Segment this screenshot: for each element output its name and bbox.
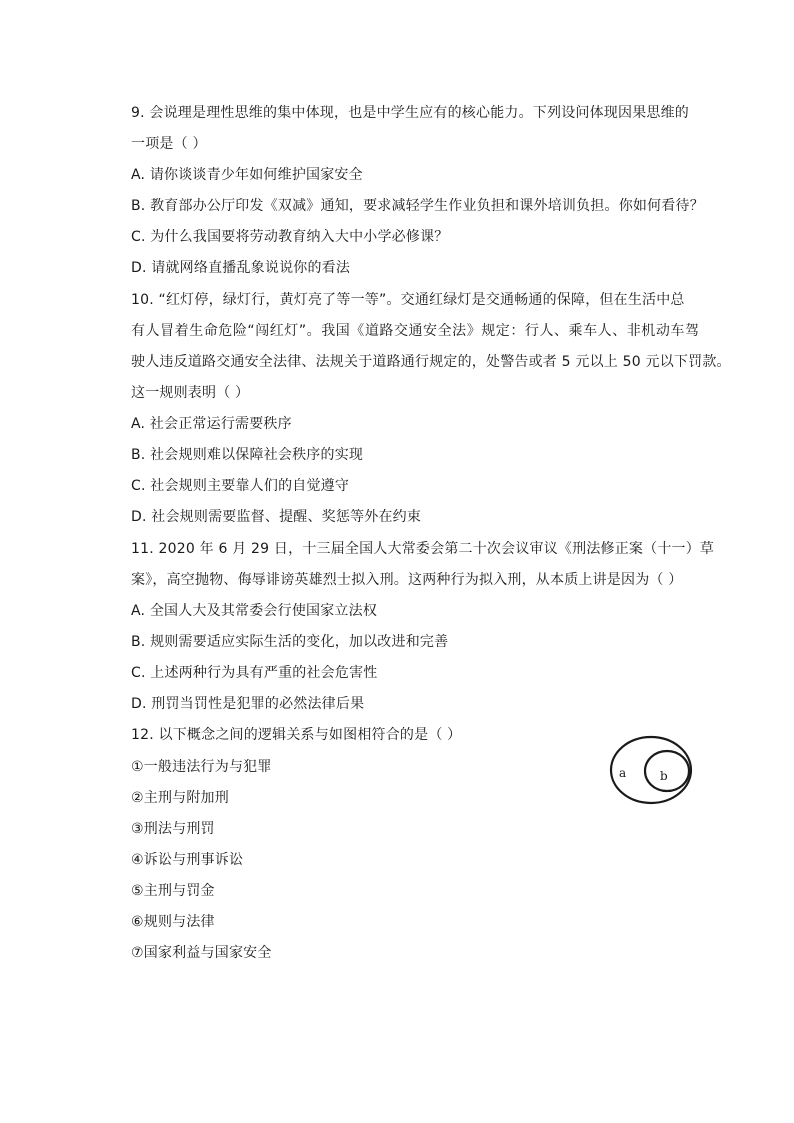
q9-option-a: A. 请你谈谈青少年如何维护国家安全 (131, 167, 363, 183)
q10-stem-line-2: 有人冒着生命危险“闯红灯”。我国《道路交通安全法》规定：行人、乘车人、非机动车驾 (131, 323, 700, 339)
q9-option-d: D. 请就网络直播乱象说说你的看法 (131, 260, 351, 276)
q10-stem-line-3: 驶人违反道路交通安全法律、法规关于道路通行规定的，处警告或者 5 元以上 50 元以下罚款。 (131, 354, 731, 370)
q10-option-a: A. 社会正常运行需要秩序 (131, 416, 292, 432)
q12-item-2: ②主刑与附加刑 (131, 790, 229, 806)
q12-item-4: ④诉讼与刑事诉讼 (131, 852, 244, 868)
concept-inclusion-diagram (608, 734, 694, 806)
q9-option-c: C. 为什么我国要将劳动教育纳入大中小学必修课？ (131, 229, 449, 245)
q11-option-c: C. 上述两种行为具有严重的社会危害性 (131, 665, 378, 681)
q9-stem-line-1: 9. 会说理是理性思维的集中体现，也是中学生应有的核心能力。下列设问体现因果思维的 (131, 105, 690, 121)
label-a: a (619, 766, 627, 780)
q11-stem-line-2: 案》，高空抛物、侮辱诽谤英雄烈士拟入刑。这两种行为拟入刑，从本质上讲是因为（ ） (131, 572, 683, 588)
q10-option-d: D. 社会规则需要监督、提醒、奖惩等外在约束 (131, 509, 422, 525)
q12-item-5: ⑤主刑与罚金 (131, 883, 215, 899)
q10-stem-line-1: 10. “红灯停，绿灯行，黄灯亮了等一等”。交通红绿灯是交通畅通的保障，但在生活中总 (131, 292, 685, 308)
q10-option-c: C. 社会规则主要靠人们的自觉遵守 (131, 478, 350, 494)
q11-option-d: D. 刑罚当罚性是犯罪的必然法律后果 (131, 696, 365, 712)
q12-item-1: ①一般违法行为与犯罪 (131, 759, 272, 775)
q11-stem-line-1: 11. 2020 年 6 月 29 日，十三届全国人大常委会第二十次会议审议《刑法修正案（十一）草 (131, 541, 715, 557)
q10-stem-line-4: 这一规则表明（ ） (131, 385, 250, 401)
q12-item-7: ⑦国家利益与国家安全 (131, 945, 272, 961)
q11-option-b: B. 规则需要适应实际生活的变化，加以改进和完善 (131, 634, 449, 650)
q11-option-a: A. 全国人大及其常委会行使国家立法权 (131, 603, 378, 619)
q10-option-b: B. 社会规则难以保障社会秩序的实现 (131, 447, 364, 463)
label-b: b (660, 769, 668, 783)
q9-stem-line-2: 一项是（ ） (131, 136, 207, 152)
q12-item-3: ③刑法与刑罚 (131, 821, 215, 837)
q9-option-b: B. 教育部办公厅印发《双减》通知，要求减轻学生作业负担和课外培训负担。你如何看待？ (131, 198, 704, 214)
q12-item-6: ⑥规则与法律 (131, 914, 215, 930)
q12-stem: 12. 以下概念之间的逻辑关系与如图相符合的是（ ） (131, 727, 462, 743)
